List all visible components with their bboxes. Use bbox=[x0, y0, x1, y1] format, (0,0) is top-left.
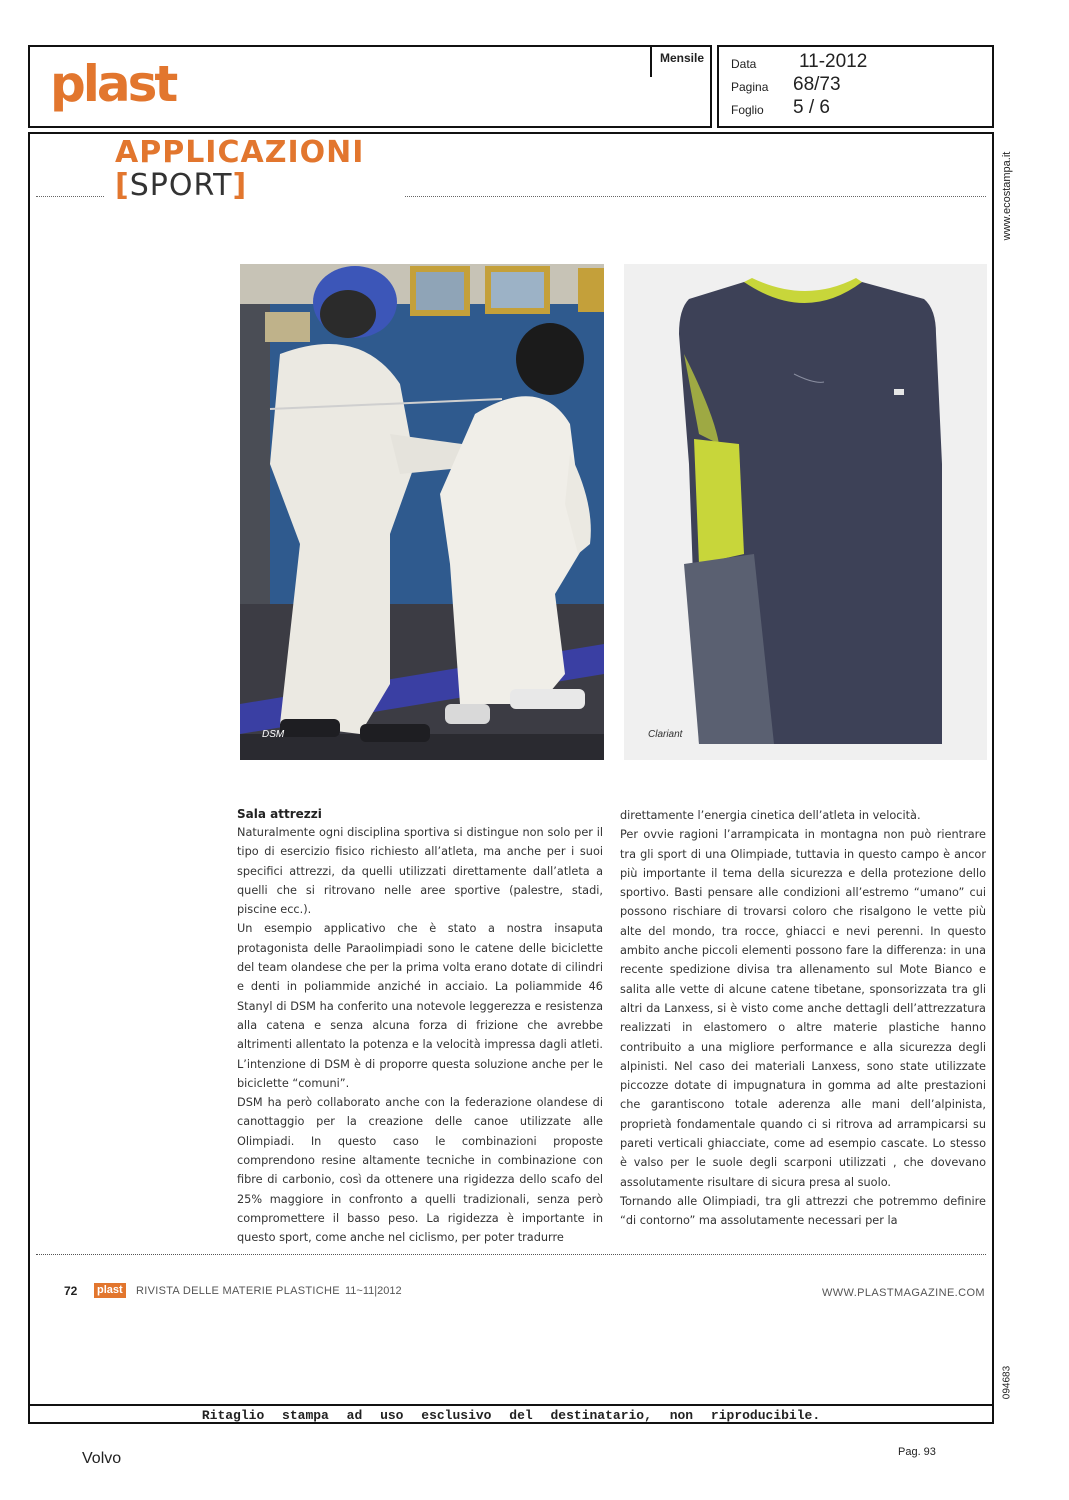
subtitle-text: SPORT bbox=[129, 168, 233, 203]
paragraph: Per ovvie ragioni l’arrampicata in montagna non può rientrare tra gli sport di una Olimpiade, tuttavia in questo campo è ancor più importante il tema della sicurezza e della protezione dello sportivo. Basti pensare alle condizioni all’estremo “umano” cui possono rischiare di trovarsi coloro che risalgono le vette più alte del mondo, tra rocce, ghiacci e nevi perenni. In questo ambito anche piccoli elementi possono fare la differenza: in una recente spedizione divisa tra allenamento sul Mote Bianco e salita alle vette di alcune catene tibetane, sponsorizzata tra gli altri da Lanxess, si è visto come anche dettagli dell’attrezzatura realizzati in elastomero o altre materie plastiche hanno contribuito a una migliore performance e alla sicurezza degli alpinisti. Nel caso dei materiali Lanxess, sono state utilizzate piccozze dotate di impugnatura in gomma ad alte prestazioni che garantiscono totale aderenza alle mani dell’alpinista, proprietà fondamentale quando ci si ritrova ad arrampicarsi su pareti verticali ghiacciate, come ad esempio cascate. Lo stesso è valso per le suole degli scarponi utilizzati , che dovevano assolutamente risultare di sicura presa al suolo. bbox=[620, 828, 986, 1189]
side-website-text: www.ecostampa.it bbox=[1001, 151, 1013, 241]
article-column-left bbox=[237, 806, 603, 1248]
meta-label: Data bbox=[731, 57, 757, 71]
header-meta-box bbox=[717, 45, 994, 128]
frequency-label: Mensile bbox=[650, 47, 710, 77]
paragraph: Un esempio applicativo che è stato a nostra insaputa protagonista delle Paraolimpiadi sono le catene delle biciclette del team olandese che per la prima volta erano dotate di cilindri e denti in poliammide anziché in acciaio. La poliammide 46 Stanyl di DSM ha conferito una notevole leggerezza e resistenza alla catena e senza alcuna forza di frizione che avrebbe altrimenti allentato la potenza e la velocità impressa dagli atleti. L’intenzione di DSM è di proporre questa soluzione anche per le biciclette “comuni”. bbox=[237, 922, 603, 1090]
meta-value: 11-2012 bbox=[799, 51, 868, 72]
side-code bbox=[999, 1360, 1015, 1410]
paragraph: direttamente l’energia cinetica dell’atleta in velocità. bbox=[620, 809, 921, 822]
paragraph: DSM ha però collaborato anche con la federazione olandese di canottaggio per la creazione delle canoe utilizzate alle Olimpiadi. In questo caso le combinazioni proposte comprendono resine altamente tecniche in combinazione con fibre di carbonio, così da ottenere una rigidezza dello scafo del 25% maggiore in confronto a quelli tradizionali, senza però compromettere il basso peso. La rigidezza è importante in questo sport, come anche nel ciclismo, per poter tradurre bbox=[237, 1096, 603, 1245]
shirt-photo bbox=[624, 264, 987, 760]
page-label: Pag. 93 bbox=[898, 1446, 936, 1458]
meta-label: Pagina bbox=[731, 80, 769, 94]
plast-logo: plast bbox=[50, 55, 176, 113]
photo-credit-dsm: DSM bbox=[262, 729, 285, 740]
magazine-name: RIVISTA DELLE MATERIE PLASTICHE bbox=[136, 1285, 340, 1297]
magazine-website[interactable]: WWW.PLASTMAGAZINE.COM bbox=[821, 1287, 985, 1299]
paragraph: Naturalmente ogni disciplina sportiva si distingue non solo per il tipo di esercizio fisico richiesto all’atleta, ma anche per i suoi specifici attrezzi, da quelli utilizzati direttamente dall’atleta a quelli che si ritrovano nelle aree sportive (palestre, stadi, piscine ecc.). bbox=[237, 826, 603, 917]
footer-plast-logo: plast bbox=[94, 1283, 126, 1298]
side-website bbox=[999, 148, 1015, 248]
paragraph: Tornando alle Olimpiadi, tra gli attrezzi che potremmo definire “di contorno” ma assolutamente necessari per la bbox=[620, 1194, 986, 1228]
header-masthead-box bbox=[28, 45, 712, 128]
title-divider-left bbox=[36, 196, 104, 197]
issue-date: 11~11|2012 bbox=[345, 1285, 402, 1297]
photo-credit-clariant: Clariant bbox=[648, 729, 683, 740]
client-name: Volvo bbox=[82, 1450, 122, 1467]
meta-value: 5 / 6 bbox=[793, 97, 830, 118]
meta-value: 68/73 bbox=[793, 74, 841, 95]
article-column-right bbox=[620, 806, 986, 1231]
clipping-notice: Ritaglio stampa ad uso esclusivo del destinatario, non riproducibile. bbox=[28, 1404, 994, 1423]
meta-label: Foglio bbox=[731, 103, 764, 117]
meta-row-sheet bbox=[731, 97, 830, 118]
page-number: 72 bbox=[64, 1284, 78, 1298]
section-subtitle bbox=[115, 168, 247, 203]
bracket-close: ] bbox=[232, 168, 248, 203]
section-title: APPLICAZIONI bbox=[115, 135, 365, 170]
fencing-photo bbox=[240, 264, 604, 760]
bracket-open: [ bbox=[115, 168, 130, 203]
meta-row-date bbox=[731, 51, 868, 72]
meta-row-page bbox=[731, 74, 841, 95]
article-heading: Sala attrezzi bbox=[237, 807, 322, 821]
title-divider-right bbox=[405, 196, 986, 197]
side-code-text: 094683 bbox=[1001, 1365, 1013, 1400]
footer-divider bbox=[36, 1254, 986, 1255]
